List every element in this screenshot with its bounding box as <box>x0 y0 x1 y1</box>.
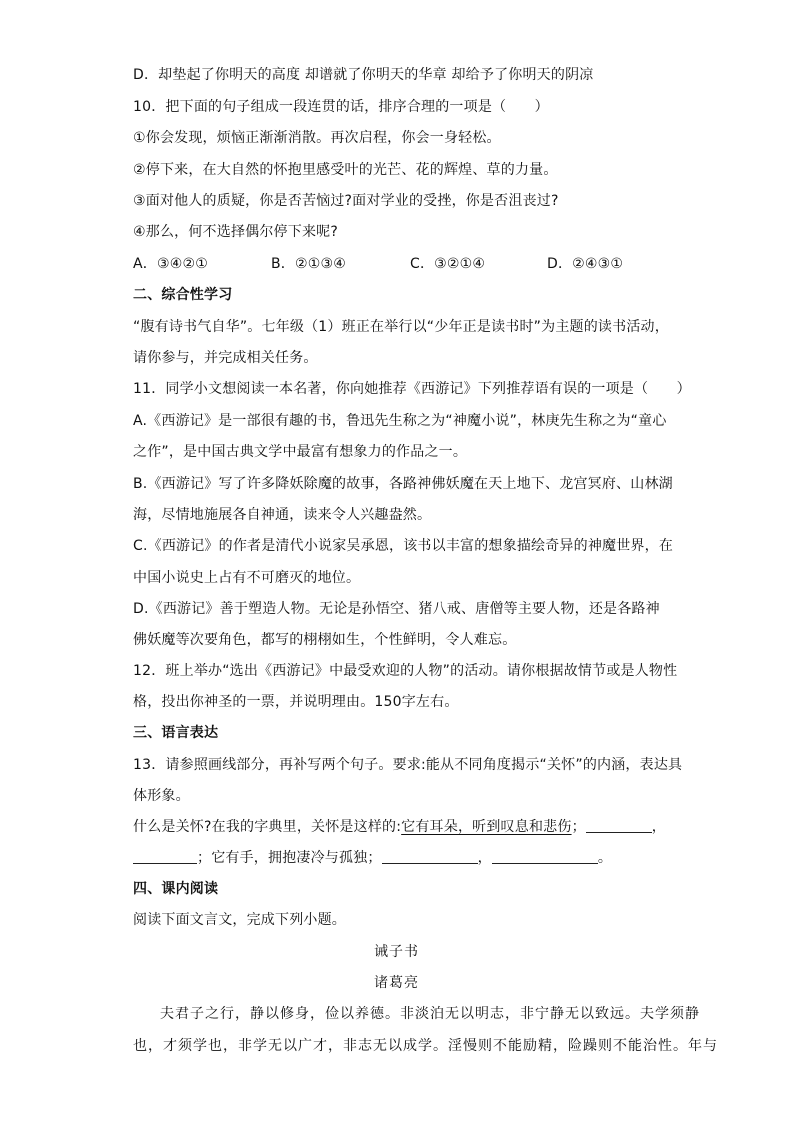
q10-sentence-1: ①你会发现，烦恼正渐渐消散。再次启程，你会一身轻松。 <box>133 130 501 146</box>
answer-blank-3[interactable] <box>382 848 478 864</box>
passage-line-1: 夫君子之行，静以修身，俭以养德。非淡泊无以明志，非宁静无以致远。夫学须静 <box>160 1006 700 1022</box>
q10-sentence-2: ②停下来，在大自然的怀抱里感受叶的光芒、花的辉煌、草的力量。 <box>133 162 558 178</box>
passage-title: 诫子书 <box>374 944 419 960</box>
q10-option-d: D．②④③① <box>547 256 624 272</box>
intro-line-1: “腹有诗书气自华”。七年级（1）班正在举行以“少年正是读书时”为主题的读书活动， <box>133 319 669 335</box>
q13-punct-2: ， <box>651 819 666 835</box>
reading-intro: 阅读下面文言文，完成下列小题。 <box>133 912 346 928</box>
q10-sentence-3: ③面对他人的质疑，你是否苦恼过?面对学业的受挫，你是否沮丧过? <box>133 193 559 209</box>
q11-option-a-line-1: A.《西游记》是一部很有趣的书，鲁迅先生称之为“神魔小说”，林庚先生称之为“童心 <box>133 413 667 429</box>
q10-option-a: A．③④②① <box>133 256 208 272</box>
q10-option-b: B．②①③④ <box>271 256 347 272</box>
q13-line-3 <box>133 817 666 837</box>
q12-line-1: 12．班上举办“选出《西游记》中最受欢迎的人物”的活动。请你根据故情节或是人物性 <box>133 663 678 679</box>
q10-option-c: C．③②①④ <box>410 256 486 272</box>
q11-stem: 11．同学小文想阅读一本名著，你向她推荐《西游记》下列推荐语有误的一项是（ ） <box>133 381 691 397</box>
q13-hand-sentence: ；它有手，拥抱凄冷与孤独； <box>197 850 382 866</box>
q11-option-c-line-1: C.《西游记》的作者是清代小说家吴承恩，该书以丰富的想象描绘奇异的神魔世界，在 <box>133 538 674 554</box>
q9-option-d: D．却垫起了你明天的高度 却谱就了你明天的华章 却给予了你明天的阴凉 <box>133 67 594 83</box>
intro-line-2: 请你参与，并完成相关任务。 <box>133 350 318 366</box>
q12-line-2: 格，投出你神圣的一票，并说明理由。150字左右。 <box>133 694 459 710</box>
q10-options <box>133 254 653 274</box>
q13-line-1: 13．请参照画线部分，再补写两个句子。要求:能从不同角度揭示“关怀”的内涵，表达具 <box>133 757 683 773</box>
q11-option-d-line-2: 佛妖魔等次要角色，都写的栩栩如生，个性鲜明，令人难忘。 <box>133 632 517 648</box>
q11-option-d-line-1: D.《西游记》善于塑造人物。无论是孙悟空、猪八戒、唐僧等主要人物，还是各路神 <box>133 601 660 617</box>
q11-option-c-line-2: 中国小说史上占有不可磨灭的地位。 <box>133 570 361 586</box>
q11-option-b-line-1: B.《西游记》写了许多降妖除魔的故事，各路神佛妖魔在天上地下、龙宫冥府、山林湖 <box>133 476 673 492</box>
q13-punct-1: ； <box>571 819 586 835</box>
q13-lead-text: 什么是关怀?在我的字典里，关怀是这样的: <box>133 819 402 835</box>
q10-sentence-4: ④那么，何不选择偶尔停下来呢? <box>133 224 338 240</box>
section-3-heading: 三、语言表达 <box>133 725 219 741</box>
q10-stem: 10．把下面的句子组成一段连贯的话，排序合理的一项是（ ） <box>133 99 549 115</box>
answer-blank-4[interactable] <box>492 848 598 864</box>
q11-option-b-line-2: 海，尽情地施展各自神通，读来令人兴趣盎然。 <box>133 507 432 523</box>
answer-blank-1[interactable] <box>586 817 652 833</box>
answer-blank-2[interactable] <box>133 848 197 864</box>
q13-punct-3: ， <box>477 850 492 866</box>
q13-underlined-example: 它有耳朵，听到叹息和悲伤 <box>401 819 572 835</box>
q13-line-2: 体形象。 <box>133 788 190 804</box>
passage-line-2: 也，才须学也，非学无以广才，非志无以成学。淫慢则不能励精，险躁则不能治性。年与 <box>133 1038 718 1054</box>
q13-punct-4: 。 <box>597 850 613 866</box>
section-4-heading: 四、课内阅读 <box>133 881 219 897</box>
q11-option-a-line-2: 之作”，是中国古典文学中最富有想象力的作品之一。 <box>133 444 468 460</box>
q13-line-4 <box>133 848 612 868</box>
passage-author: 诸葛亮 <box>374 975 419 991</box>
section-2-heading: 二、综合性学习 <box>133 287 233 303</box>
